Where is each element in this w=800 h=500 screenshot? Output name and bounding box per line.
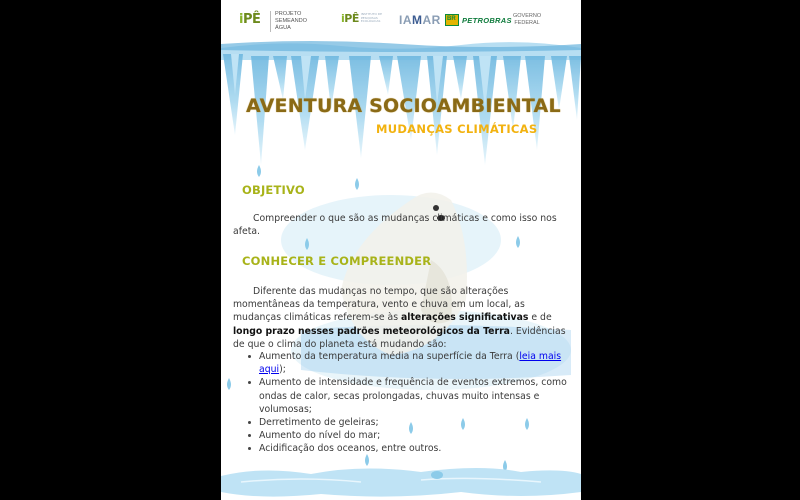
read-more-link[interactable]: leia mais aqui [259,351,562,376]
petrobras-logo [445,14,512,26]
water-drop-icon [303,238,311,250]
list-item-text: Aumento da temperatura média na superfície da Terra ( [259,351,520,362]
list-item [259,350,569,376]
emphasis-text: longo prazo nesses padrões meteorológicos da Terra [233,325,510,337]
list-item-text: ); [279,364,286,376]
projeto-semeando-agua-caption [270,11,307,32]
governo-federal-logo [513,13,541,27]
document-page [221,0,581,500]
objetivo-paragraph [233,212,569,238]
list-item: Derretimento de geleiras; [259,416,569,429]
water-puddle-illustration [221,462,581,500]
ipe-logo: iPÊ [239,12,261,27]
section-heading-conhecer: CONHECER E COMPREENDER [242,254,432,268]
water-drop-icon [353,178,361,190]
page-title: AVENTURA SOCIOAMBIENTAL [246,95,561,117]
evidence-list [233,350,569,456]
water-drop-icon [225,378,233,390]
ipe-institute-logo: iPÊ INSTITUTO DE PESQUISAS ECOLÓGICAS [341,12,382,25]
petrobras-wordmark: PETROBRAS [462,15,512,25]
gov-line: FEDERAL [514,20,540,26]
caption-line: PROJETO [275,11,302,17]
sponsor-logos [221,0,581,40]
list-item: Aumento do nível do mar; [259,429,569,442]
paragraph-text: . Evidências de que o clima do planeta está mudando são: [233,325,566,350]
br-icon [445,14,459,26]
list-item: Acidificação dos oceanos, entre outros. [259,442,569,455]
page-subtitle: MUDANÇAS CLIMÁTICAS [376,122,538,136]
list-item: Aumento de intensidade e frequência de eventos extremos, como ondas de calor, secas prolongadas, chuvas muito intensas e volumosas; [259,376,569,416]
paragraph-text: e de [528,312,552,324]
section-heading-objetivo: OBJETIVO [242,183,305,197]
gov-line: GOVERNO [513,13,542,19]
caption-line: SEMEANDO [275,18,308,24]
objetivo-text: Compreender o que são as mudanças climáticas e como isso nos afeta. [233,213,557,238]
emphasis-text: alterações significativas [401,312,529,324]
conhecer-paragraph [233,285,569,351]
water-drop-icon [255,165,263,177]
caption-line: ÁGUA [275,25,291,31]
iamar-logo: IAMAR [399,13,441,27]
paragraph-text: Diferente das mudanças no tempo, que são alterações momentâneas da temperatura, vento e chuva em um local, as mudanças climáticas referem-se às [233,286,525,324]
